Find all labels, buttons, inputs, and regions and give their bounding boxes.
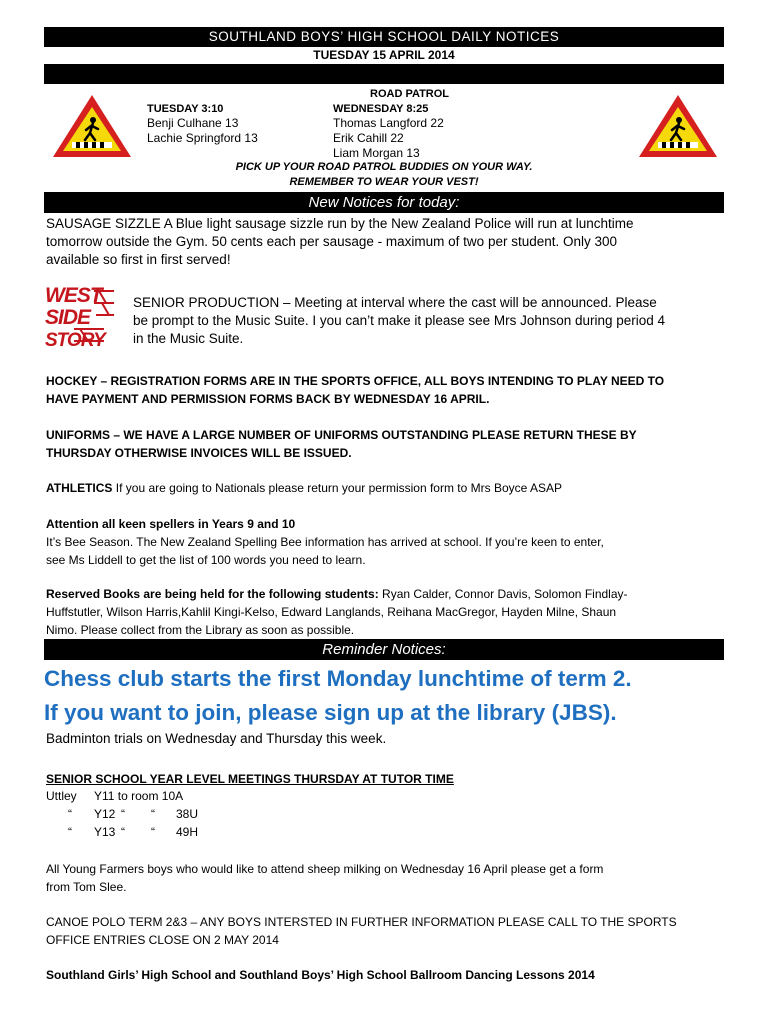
- young-farmers-line-1: All Young Farmers boys who would like to attend sheep milking on Wednesday 16 April please get a form: [46, 862, 604, 876]
- spellers-line-1: It’s Bee Season. The New Zealand Spelling Bee information has arrived at school. If you’re keen to enter,: [46, 535, 604, 549]
- reserved-books-line-2: Huffstutler, Wilson Harris,Kahlil Kingi-Kelso, Edward Langlands, Reihana MacGregor, Hayden Milne, Shaun: [46, 605, 617, 619]
- wednesday-label: WEDNESDAY 8:25: [333, 103, 429, 115]
- athletics-text: If you are going to Nationals please return your permission form to Mrs Boyce ASAP: [112, 481, 562, 495]
- wednesday-name-3: Liam Morgan 13: [333, 146, 420, 160]
- wednesday-name-2: Erik Cahill 22: [333, 131, 404, 145]
- sausage-sizzle-line-2: tomorrow outside the Gym. 50 cents each per sausage - maximum of two per student. Only 300: [46, 234, 618, 249]
- road-patrol-reminder-1: PICK UP YOUR ROAD PATROL BUDDIES ON YOUR WAY.: [235, 161, 533, 173]
- new-notices-bar: [44, 192, 724, 213]
- road-patrol-heading: ROAD PATROL: [370, 88, 450, 100]
- chess-club-line-1: Chess club starts the first Monday lunchtime of term 2.: [44, 666, 632, 691]
- canoe-polo-line-1: CANOE POLO TERM 2&3 – ANY BOYS INTERSTED IN FURTHER INFORMATION PLEASE CALL TO THE SPORTS: [46, 915, 677, 929]
- badminton-notice: Badminton trials on Wednesday and Thursday this week.: [46, 731, 387, 746]
- reminder-notices-bar: [44, 639, 724, 660]
- meet-row2-ditto-3: “: [151, 807, 155, 821]
- header-date: TUESDAY 15 APRIL 2014: [313, 48, 455, 62]
- uniforms-line-2: THURSDAY OTHERWISE INVOICES WILL BE ISSUED.: [46, 446, 352, 460]
- meet-row3-ditto-3: “: [151, 825, 155, 839]
- senior-production-line-1: SENIOR PRODUCTION – Meeting at interval where the cast will be announced. Please: [133, 295, 657, 310]
- athletics-label: ATHLETICS: [46, 481, 113, 495]
- meet-row1-name: Uttley: [46, 789, 77, 803]
- senior-production-line-3: in the Music Suite.: [133, 331, 244, 346]
- senior-production-line-2: be prompt to the Music Suite. I you can’t make it please see Mrs Johnson during period 4: [133, 313, 666, 328]
- meet-row3-ditto-2: “: [121, 825, 125, 839]
- hockey-line-1: HOCKEY – REGISTRATION FORMS ARE IN THE SPORTS OFFICE, ALL BOYS INTENDING TO PLAY NEED TO: [46, 374, 665, 388]
- wednesday-name-1: Thomas Langford 22: [333, 116, 444, 130]
- athletics-notice: [46, 479, 562, 497]
- tuesday-name-1: Benji Culhane 13: [147, 116, 239, 130]
- wss-logo-line-3: STORY: [45, 330, 105, 351]
- west-side-story-logo: [44, 285, 116, 357]
- new-notices-heading: New Notices for today:: [308, 194, 460, 211]
- pedestrian-crossing-sign-right-icon: [636, 92, 720, 160]
- uniforms-line-1: UNIFORMS – WE HAVE A LARGE NUMBER OF UNIFORMS OUTSTANDING PLEASE RETURN THESE BY: [46, 428, 637, 442]
- chess-club-line-2: If you want to join, please sign up at the library (JBS).: [44, 700, 617, 725]
- header-spacer-bar: [44, 64, 724, 84]
- canoe-polo-line-2: OFFICE ENTRIES CLOSE ON 2 MAY 2014: [46, 933, 279, 947]
- reminder-notices-heading: Reminder Notices:: [322, 641, 446, 658]
- ballroom-dancing-notice: Southland Girls’ High School and Southland Boys’ High School Ballroom Dancing Lessons 2014: [46, 968, 595, 982]
- spellers-line-2: see Ms Liddell to get the list of 100 words you need to learn.: [46, 553, 366, 567]
- spellers-heading: Attention all keen spellers in Years 9 and 10: [46, 517, 296, 531]
- pedestrian-crossing-sign-left-icon: [50, 92, 134, 160]
- young-farmers-line-2: from Tom Slee.: [46, 880, 127, 894]
- spellers-notice: [46, 515, 604, 569]
- young-farmers-notice: [46, 860, 603, 896]
- senior-production-notice: [133, 294, 665, 348]
- reserved-books-label: Reserved Books are being held for the following students:: [46, 587, 379, 601]
- sausage-sizzle-notice: [46, 215, 634, 269]
- meet-row3-year: Y13: [94, 825, 116, 839]
- hockey-line-2: HAVE PAYMENT AND PERMISSION FORMS BACK BY WEDNESDAY 16 APRIL.: [46, 392, 490, 406]
- meet-row1-detail: Y11 to room 10A: [94, 789, 184, 803]
- page-title: SOUTHLAND BOYS’ HIGH SCHOOL DAILY NOTICES: [208, 29, 560, 44]
- sausage-sizzle-line-3: available so first in first served!: [46, 252, 231, 267]
- meet-row3-room: 49H: [176, 825, 199, 839]
- reserved-books-notice: [46, 585, 628, 639]
- tuesday-name-2: Lachie Springford 13: [147, 131, 258, 145]
- meet-row2-year: Y12: [94, 807, 116, 821]
- header-title-bar: [44, 27, 724, 47]
- road-patrol-reminder-2: REMEMBER TO WEAR YOUR VEST!: [289, 176, 479, 188]
- wss-logo-line-2: SIDE: [45, 306, 91, 329]
- reserved-books-line-1: Ryan Calder, Connor Davis, Solomon Findlay-: [378, 587, 628, 601]
- meet-row2-room: 38U: [176, 807, 199, 821]
- meetings-heading: SENIOR SCHOOL YEAR LEVEL MEETINGS THURSDAY AT TUTOR TIME: [46, 772, 454, 786]
- wss-logo-line-1: WEST: [45, 284, 102, 307]
- sausage-sizzle-line-1: SAUSAGE SIZZLE A Blue light sausage sizzle run by the New Zealand Police will run at lunchtime: [46, 216, 634, 231]
- uniforms-notice: [46, 426, 637, 462]
- meet-row3-ditto-1: “: [68, 825, 72, 839]
- tuesday-label: TUESDAY 3:10: [147, 103, 224, 115]
- meet-row2-ditto-2: “: [121, 807, 125, 821]
- reserved-books-line-3: Nimo. Please collect from the Library as soon as possible.: [46, 623, 355, 637]
- canoe-polo-notice: [46, 913, 677, 949]
- meet-row2-ditto-1: “: [68, 807, 72, 821]
- hockey-notice: [46, 372, 664, 408]
